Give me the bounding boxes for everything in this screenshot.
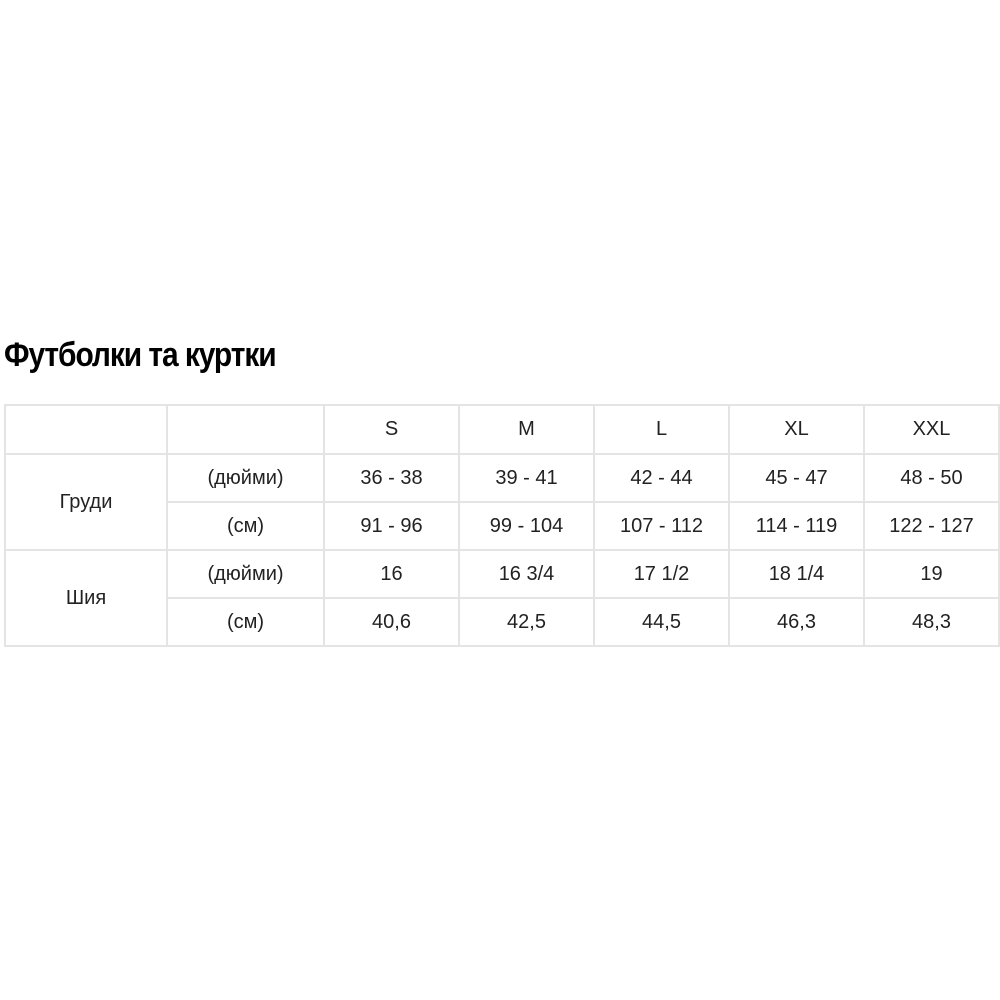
size-header-l: L: [594, 405, 729, 454]
value-cell: 114 - 119: [729, 502, 864, 550]
value-cell: 99 - 104: [459, 502, 594, 550]
size-header-m: M: [459, 405, 594, 454]
value-cell: 42 - 44: [594, 454, 729, 502]
value-cell: 45 - 47: [729, 454, 864, 502]
measurement-label-chest: Груди: [5, 454, 167, 550]
value-cell: 16: [324, 550, 459, 598]
value-cell: 40,6: [324, 598, 459, 646]
value-cell: 107 - 112: [594, 502, 729, 550]
value-cell: 18 1/4: [729, 550, 864, 598]
size-header-xxl: XXL: [864, 405, 999, 454]
value-cell: 17 1/2: [594, 550, 729, 598]
page-title: Футболки та куртки: [4, 336, 276, 374]
value-cell: 16 3/4: [459, 550, 594, 598]
unit-label: (дюйми): [167, 454, 324, 502]
table-row: [5, 454, 999, 502]
value-cell: 36 - 38: [324, 454, 459, 502]
unit-label: (дюйми): [167, 550, 324, 598]
value-cell: 91 - 96: [324, 502, 459, 550]
value-cell: 44,5: [594, 598, 729, 646]
value-cell: 46,3: [729, 598, 864, 646]
unit-label: (см): [167, 502, 324, 550]
measurement-label-neck: Шия: [5, 550, 167, 646]
empty-header-cell: [5, 405, 167, 454]
table-row: [5, 550, 999, 598]
table-header-row: [5, 405, 999, 454]
size-header-s: S: [324, 405, 459, 454]
empty-header-cell: [167, 405, 324, 454]
size-chart-table: [4, 404, 1000, 647]
value-cell: 48 - 50: [864, 454, 999, 502]
value-cell: 122 - 127: [864, 502, 999, 550]
value-cell: 48,3: [864, 598, 999, 646]
value-cell: 39 - 41: [459, 454, 594, 502]
value-cell: 19: [864, 550, 999, 598]
value-cell: 42,5: [459, 598, 594, 646]
size-header-xl: XL: [729, 405, 864, 454]
unit-label: (см): [167, 598, 324, 646]
